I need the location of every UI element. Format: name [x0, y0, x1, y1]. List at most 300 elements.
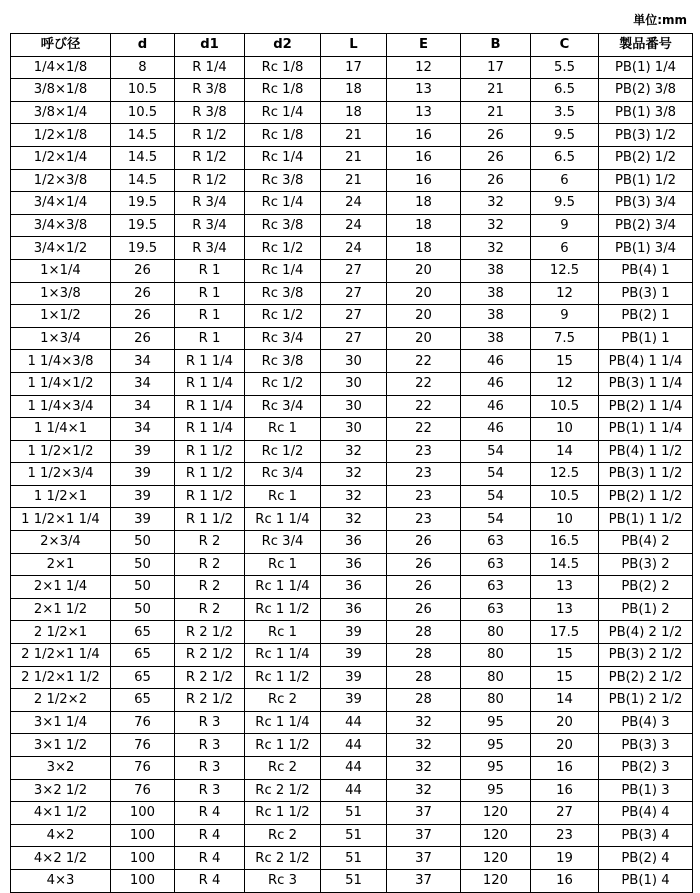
cell-product-number: PB(1) 1/4 — [599, 56, 693, 79]
cell-l: 24 — [321, 214, 387, 237]
cell-e: 13 — [387, 101, 461, 124]
cell-d2: Rc 1 — [245, 418, 321, 441]
table-row — [11, 192, 693, 215]
cell-product-number: PB(3) 4 — [599, 824, 693, 847]
cell-l: 21 — [321, 124, 387, 147]
header-d: d — [111, 34, 175, 57]
cell-c: 13 — [531, 576, 599, 599]
cell-b: 120 — [461, 802, 531, 825]
cell-d: 50 — [111, 531, 175, 554]
cell-c: 10.5 — [531, 485, 599, 508]
cell-d1: R 2 1/2 — [175, 621, 245, 644]
cell-l: 30 — [321, 418, 387, 441]
table-row — [11, 463, 693, 486]
cell-d1: R 3 — [175, 757, 245, 780]
cell-d2: Rc 1/8 — [245, 56, 321, 79]
table-header-row — [11, 34, 693, 57]
cell-c: 20 — [531, 734, 599, 757]
cell-d2: Rc 3/8 — [245, 350, 321, 373]
cell-d1: R 3/8 — [175, 101, 245, 124]
cell-d: 100 — [111, 847, 175, 870]
cell-c: 19 — [531, 847, 599, 870]
cell-product-number: PB(3) 1 1/4 — [599, 372, 693, 395]
cell-d: 26 — [111, 305, 175, 328]
cell-d: 26 — [111, 282, 175, 305]
cell-e: 18 — [387, 237, 461, 260]
cell-l: 24 — [321, 192, 387, 215]
cell-d2: Rc 3/8 — [245, 214, 321, 237]
cell-c: 6 — [531, 237, 599, 260]
cell-d2: Rc 1 1/4 — [245, 644, 321, 667]
cell-nominal-size: 3/4×3/8 — [11, 214, 111, 237]
cell-d2: Rc 1 1/2 — [245, 598, 321, 621]
table-row — [11, 305, 693, 328]
cell-nominal-size: 2×1 1/4 — [11, 576, 111, 599]
cell-b: 46 — [461, 395, 531, 418]
cell-d1: R 1 1/4 — [175, 395, 245, 418]
cell-nominal-size: 2 1/2×1 1/2 — [11, 666, 111, 689]
cell-d2: Rc 3 — [245, 869, 321, 892]
cell-d: 39 — [111, 463, 175, 486]
cell-e: 16 — [387, 169, 461, 192]
cell-d: 50 — [111, 553, 175, 576]
cell-product-number: PB(1) 3/8 — [599, 101, 693, 124]
cell-d2: Rc 1 1/4 — [245, 576, 321, 599]
header-e: E — [387, 34, 461, 57]
cell-nominal-size: 1/2×1/4 — [11, 146, 111, 169]
cell-d1: R 3/4 — [175, 237, 245, 260]
cell-e: 20 — [387, 259, 461, 282]
cell-b: 32 — [461, 237, 531, 260]
cell-product-number: PB(2) 1 — [599, 305, 693, 328]
cell-b: 38 — [461, 305, 531, 328]
cell-e: 20 — [387, 305, 461, 328]
cell-b: 21 — [461, 79, 531, 102]
cell-l: 18 — [321, 101, 387, 124]
cell-product-number: PB(4) 1 1/2 — [599, 440, 693, 463]
table-row — [11, 56, 693, 79]
table-row — [11, 734, 693, 757]
cell-e: 26 — [387, 531, 461, 554]
cell-l: 51 — [321, 802, 387, 825]
cell-product-number: PB(1) 2 — [599, 598, 693, 621]
cell-e: 16 — [387, 146, 461, 169]
cell-d: 8 — [111, 56, 175, 79]
cell-e: 26 — [387, 553, 461, 576]
cell-e: 22 — [387, 372, 461, 395]
table-row — [11, 666, 693, 689]
cell-c: 14 — [531, 440, 599, 463]
cell-product-number: PB(2) 1 1/4 — [599, 395, 693, 418]
header-product-number: 製品番号 — [599, 34, 693, 57]
cell-nominal-size: 3/4×1/2 — [11, 237, 111, 260]
cell-d1: R 4 — [175, 869, 245, 892]
cell-d: 34 — [111, 350, 175, 373]
cell-d: 34 — [111, 418, 175, 441]
unit-label: 単位:mm — [633, 13, 687, 27]
cell-e: 18 — [387, 214, 461, 237]
cell-c: 6.5 — [531, 146, 599, 169]
cell-e: 37 — [387, 869, 461, 892]
cell-e: 20 — [387, 282, 461, 305]
cell-product-number: PB(2) 2 1/2 — [599, 666, 693, 689]
cell-d2: Rc 1/2 — [245, 440, 321, 463]
cell-product-number: PB(2) 4 — [599, 847, 693, 870]
dimension-table-container — [10, 33, 693, 893]
cell-l: 51 — [321, 847, 387, 870]
cell-l: 36 — [321, 553, 387, 576]
cell-b: 80 — [461, 621, 531, 644]
cell-product-number: PB(3) 3 — [599, 734, 693, 757]
cell-c: 14 — [531, 689, 599, 712]
cell-l: 44 — [321, 757, 387, 780]
cell-d1: R 1/2 — [175, 169, 245, 192]
cell-d: 14.5 — [111, 169, 175, 192]
cell-d2: Rc 3/4 — [245, 463, 321, 486]
cell-c: 3.5 — [531, 101, 599, 124]
cell-e: 23 — [387, 440, 461, 463]
cell-b: 17 — [461, 56, 531, 79]
cell-nominal-size: 3×1 1/2 — [11, 734, 111, 757]
cell-product-number: PB(3) 1 1/2 — [599, 463, 693, 486]
cell-d: 65 — [111, 689, 175, 712]
cell-c: 27 — [531, 802, 599, 825]
cell-l: 32 — [321, 485, 387, 508]
cell-d2: Rc 2 — [245, 757, 321, 780]
table-row — [11, 327, 693, 350]
cell-nominal-size: 1×3/8 — [11, 282, 111, 305]
cell-nominal-size: 1 1/4×3/4 — [11, 395, 111, 418]
cell-product-number: PB(1) 2 1/2 — [599, 689, 693, 712]
cell-c: 16 — [531, 757, 599, 780]
cell-l: 27 — [321, 282, 387, 305]
cell-c: 12.5 — [531, 463, 599, 486]
cell-l: 32 — [321, 508, 387, 531]
cell-l: 51 — [321, 869, 387, 892]
cell-product-number: PB(1) 4 — [599, 869, 693, 892]
cell-d2: Rc 1/8 — [245, 124, 321, 147]
cell-b: 54 — [461, 485, 531, 508]
cell-b: 32 — [461, 192, 531, 215]
cell-b: 26 — [461, 146, 531, 169]
cell-nominal-size: 3/4×1/4 — [11, 192, 111, 215]
cell-d1: R 3/4 — [175, 214, 245, 237]
cell-b: 63 — [461, 576, 531, 599]
cell-nominal-size: 4×3 — [11, 869, 111, 892]
cell-c: 17.5 — [531, 621, 599, 644]
cell-c: 16 — [531, 869, 599, 892]
cell-d2: Rc 1 — [245, 621, 321, 644]
table-row — [11, 824, 693, 847]
cell-d: 100 — [111, 869, 175, 892]
table-body — [11, 56, 693, 892]
cell-product-number: PB(4) 1 — [599, 259, 693, 282]
cell-d1: R 3 — [175, 734, 245, 757]
cell-b: 95 — [461, 711, 531, 734]
cell-b: 80 — [461, 644, 531, 667]
cell-d2: Rc 2 — [245, 689, 321, 712]
cell-l: 32 — [321, 463, 387, 486]
cell-product-number: PB(2) 2 — [599, 576, 693, 599]
cell-e: 28 — [387, 644, 461, 667]
cell-d1: R 2 — [175, 531, 245, 554]
table-row — [11, 124, 693, 147]
cell-l: 44 — [321, 711, 387, 734]
cell-d: 50 — [111, 576, 175, 599]
cell-d: 19.5 — [111, 192, 175, 215]
cell-b: 46 — [461, 372, 531, 395]
cell-d: 65 — [111, 666, 175, 689]
cell-d2: Rc 3/4 — [245, 531, 321, 554]
cell-c: 13 — [531, 598, 599, 621]
cell-d: 100 — [111, 824, 175, 847]
cell-d2: Rc 1 — [245, 553, 321, 576]
cell-d: 34 — [111, 372, 175, 395]
cell-b: 54 — [461, 440, 531, 463]
cell-d1: R 1/2 — [175, 146, 245, 169]
cell-c: 10.5 — [531, 395, 599, 418]
cell-nominal-size: 4×2 1/2 — [11, 847, 111, 870]
cell-e: 26 — [387, 576, 461, 599]
cell-product-number: PB(4) 4 — [599, 802, 693, 825]
cell-l: 39 — [321, 689, 387, 712]
cell-b: 32 — [461, 214, 531, 237]
cell-l: 30 — [321, 395, 387, 418]
cell-d: 39 — [111, 440, 175, 463]
header-d2: d2 — [245, 34, 321, 57]
cell-d: 14.5 — [111, 146, 175, 169]
cell-product-number: PB(2) 3 — [599, 757, 693, 780]
table-row — [11, 485, 693, 508]
cell-e: 12 — [387, 56, 461, 79]
cell-product-number: PB(2) 3/8 — [599, 79, 693, 102]
cell-d2: Rc 1 1/2 — [245, 802, 321, 825]
cell-e: 16 — [387, 124, 461, 147]
cell-product-number: PB(2) 3/4 — [599, 214, 693, 237]
table-row — [11, 79, 693, 102]
cell-e: 23 — [387, 508, 461, 531]
cell-l: 18 — [321, 79, 387, 102]
cell-nominal-size: 3×1 1/4 — [11, 711, 111, 734]
cell-d: 14.5 — [111, 124, 175, 147]
table-row — [11, 598, 693, 621]
cell-d1: R 2 — [175, 576, 245, 599]
cell-product-number: PB(3) 1 — [599, 282, 693, 305]
cell-product-number: PB(4) 2 1/2 — [599, 621, 693, 644]
cell-d2: Rc 3/4 — [245, 327, 321, 350]
cell-d2: Rc 1 1/4 — [245, 508, 321, 531]
cell-c: 6 — [531, 169, 599, 192]
cell-d2: Rc 3/8 — [245, 169, 321, 192]
cell-d: 65 — [111, 621, 175, 644]
cell-product-number: PB(4) 1 1/4 — [599, 350, 693, 373]
cell-d2: Rc 2 1/2 — [245, 779, 321, 802]
cell-nominal-size: 1/4×1/8 — [11, 56, 111, 79]
cell-d: 39 — [111, 485, 175, 508]
table-row — [11, 779, 693, 802]
table-row — [11, 802, 693, 825]
table-row — [11, 711, 693, 734]
cell-d2: Rc 1 1/4 — [245, 711, 321, 734]
header-b: B — [461, 34, 531, 57]
table-row — [11, 847, 693, 870]
cell-b: 26 — [461, 169, 531, 192]
cell-d1: R 1 1/2 — [175, 508, 245, 531]
cell-d: 76 — [111, 779, 175, 802]
cell-nominal-size: 1 1/2×3/4 — [11, 463, 111, 486]
cell-nominal-size: 1 1/2×1 — [11, 485, 111, 508]
cell-e: 13 — [387, 79, 461, 102]
cell-d1: R 1 1/4 — [175, 372, 245, 395]
cell-d1: R 1 1/2 — [175, 463, 245, 486]
cell-nominal-size: 1/2×1/8 — [11, 124, 111, 147]
cell-d: 10.5 — [111, 101, 175, 124]
cell-d2: Rc 1 1/2 — [245, 666, 321, 689]
cell-d2: Rc 1/2 — [245, 372, 321, 395]
cell-d2: Rc 1/4 — [245, 101, 321, 124]
cell-l: 44 — [321, 734, 387, 757]
cell-l: 27 — [321, 327, 387, 350]
cell-b: 21 — [461, 101, 531, 124]
cell-nominal-size: 2×3/4 — [11, 531, 111, 554]
cell-b: 120 — [461, 847, 531, 870]
cell-d1: R 1 — [175, 282, 245, 305]
table-row — [11, 576, 693, 599]
cell-d1: R 3/4 — [175, 192, 245, 215]
table-row — [11, 395, 693, 418]
header-nominal-size: 呼び径 — [11, 34, 111, 57]
cell-c: 10 — [531, 418, 599, 441]
cell-d1: R 1 1/4 — [175, 350, 245, 373]
cell-e: 23 — [387, 463, 461, 486]
cell-d1: R 1 1/2 — [175, 485, 245, 508]
cell-l: 24 — [321, 237, 387, 260]
table-row — [11, 214, 693, 237]
cell-d: 39 — [111, 508, 175, 531]
cell-nominal-size: 1 1/4×1/2 — [11, 372, 111, 395]
cell-c: 10 — [531, 508, 599, 531]
cell-product-number: PB(3) 3/4 — [599, 192, 693, 215]
cell-d: 26 — [111, 327, 175, 350]
cell-e: 37 — [387, 824, 461, 847]
cell-d1: R 3 — [175, 779, 245, 802]
cell-d: 76 — [111, 734, 175, 757]
cell-c: 9.5 — [531, 192, 599, 215]
cell-nominal-size: 1 1/4×1 — [11, 418, 111, 441]
table-row — [11, 869, 693, 892]
cell-c: 12.5 — [531, 259, 599, 282]
table-row — [11, 508, 693, 531]
cell-b: 63 — [461, 598, 531, 621]
cell-e: 22 — [387, 395, 461, 418]
cell-product-number: PB(1) 3 — [599, 779, 693, 802]
cell-l: 21 — [321, 169, 387, 192]
cell-e: 28 — [387, 621, 461, 644]
cell-c: 23 — [531, 824, 599, 847]
cell-d: 10.5 — [111, 79, 175, 102]
table-row — [11, 237, 693, 260]
table-row — [11, 101, 693, 124]
cell-l: 32 — [321, 440, 387, 463]
cell-d2: Rc 2 1/2 — [245, 847, 321, 870]
dimension-table — [10, 33, 693, 893]
cell-l: 21 — [321, 146, 387, 169]
cell-nominal-size: 2×1 1/2 — [11, 598, 111, 621]
table-row — [11, 644, 693, 667]
cell-b: 120 — [461, 869, 531, 892]
cell-c: 15 — [531, 644, 599, 667]
cell-e: 22 — [387, 418, 461, 441]
cell-d1: R 2 1/2 — [175, 666, 245, 689]
cell-d1: R 1 — [175, 305, 245, 328]
cell-b: 63 — [461, 531, 531, 554]
cell-d1: R 1/2 — [175, 124, 245, 147]
cell-c: 15 — [531, 666, 599, 689]
cell-product-number: PB(3) 2 1/2 — [599, 644, 693, 667]
cell-d1: R 4 — [175, 802, 245, 825]
table-row — [11, 259, 693, 282]
cell-d1: R 4 — [175, 847, 245, 870]
cell-product-number: PB(4) 3 — [599, 711, 693, 734]
cell-product-number: PB(2) 1/2 — [599, 146, 693, 169]
cell-d1: R 2 1/2 — [175, 644, 245, 667]
cell-product-number: PB(1) 1 — [599, 327, 693, 350]
cell-b: 38 — [461, 327, 531, 350]
cell-c: 7.5 — [531, 327, 599, 350]
cell-c: 16 — [531, 779, 599, 802]
cell-c: 9 — [531, 305, 599, 328]
cell-product-number: PB(4) 2 — [599, 531, 693, 554]
cell-d1: R 2 1/2 — [175, 689, 245, 712]
cell-product-number: PB(1) 1 1/4 — [599, 418, 693, 441]
cell-nominal-size: 2 1/2×2 — [11, 689, 111, 712]
cell-c: 20 — [531, 711, 599, 734]
cell-c: 6.5 — [531, 79, 599, 102]
cell-d: 19.5 — [111, 214, 175, 237]
cell-c: 16.5 — [531, 531, 599, 554]
table-row — [11, 553, 693, 576]
cell-e: 22 — [387, 350, 461, 373]
cell-d2: Rc 1 — [245, 485, 321, 508]
cell-e: 37 — [387, 802, 461, 825]
header-d1: d1 — [175, 34, 245, 57]
cell-product-number: PB(1) 1/2 — [599, 169, 693, 192]
cell-d1: R 1 — [175, 259, 245, 282]
table-row — [11, 531, 693, 554]
cell-b: 95 — [461, 757, 531, 780]
cell-b: 38 — [461, 259, 531, 282]
table-row — [11, 621, 693, 644]
cell-d: 26 — [111, 259, 175, 282]
cell-l: 17 — [321, 56, 387, 79]
cell-e: 28 — [387, 689, 461, 712]
table-row — [11, 689, 693, 712]
cell-d2: Rc 1/4 — [245, 192, 321, 215]
cell-d2: Rc 1 1/2 — [245, 734, 321, 757]
cell-b: 120 — [461, 824, 531, 847]
cell-nominal-size: 1×1/2 — [11, 305, 111, 328]
cell-nominal-size: 2 1/2×1 — [11, 621, 111, 644]
cell-nominal-size: 1 1/4×3/8 — [11, 350, 111, 373]
cell-b: 46 — [461, 350, 531, 373]
cell-c: 15 — [531, 350, 599, 373]
cell-product-number: PB(1) 3/4 — [599, 237, 693, 260]
table-row — [11, 418, 693, 441]
cell-nominal-size: 3×2 1/2 — [11, 779, 111, 802]
cell-d2: Rc 1/4 — [245, 146, 321, 169]
table-row — [11, 440, 693, 463]
header-c: C — [531, 34, 599, 57]
